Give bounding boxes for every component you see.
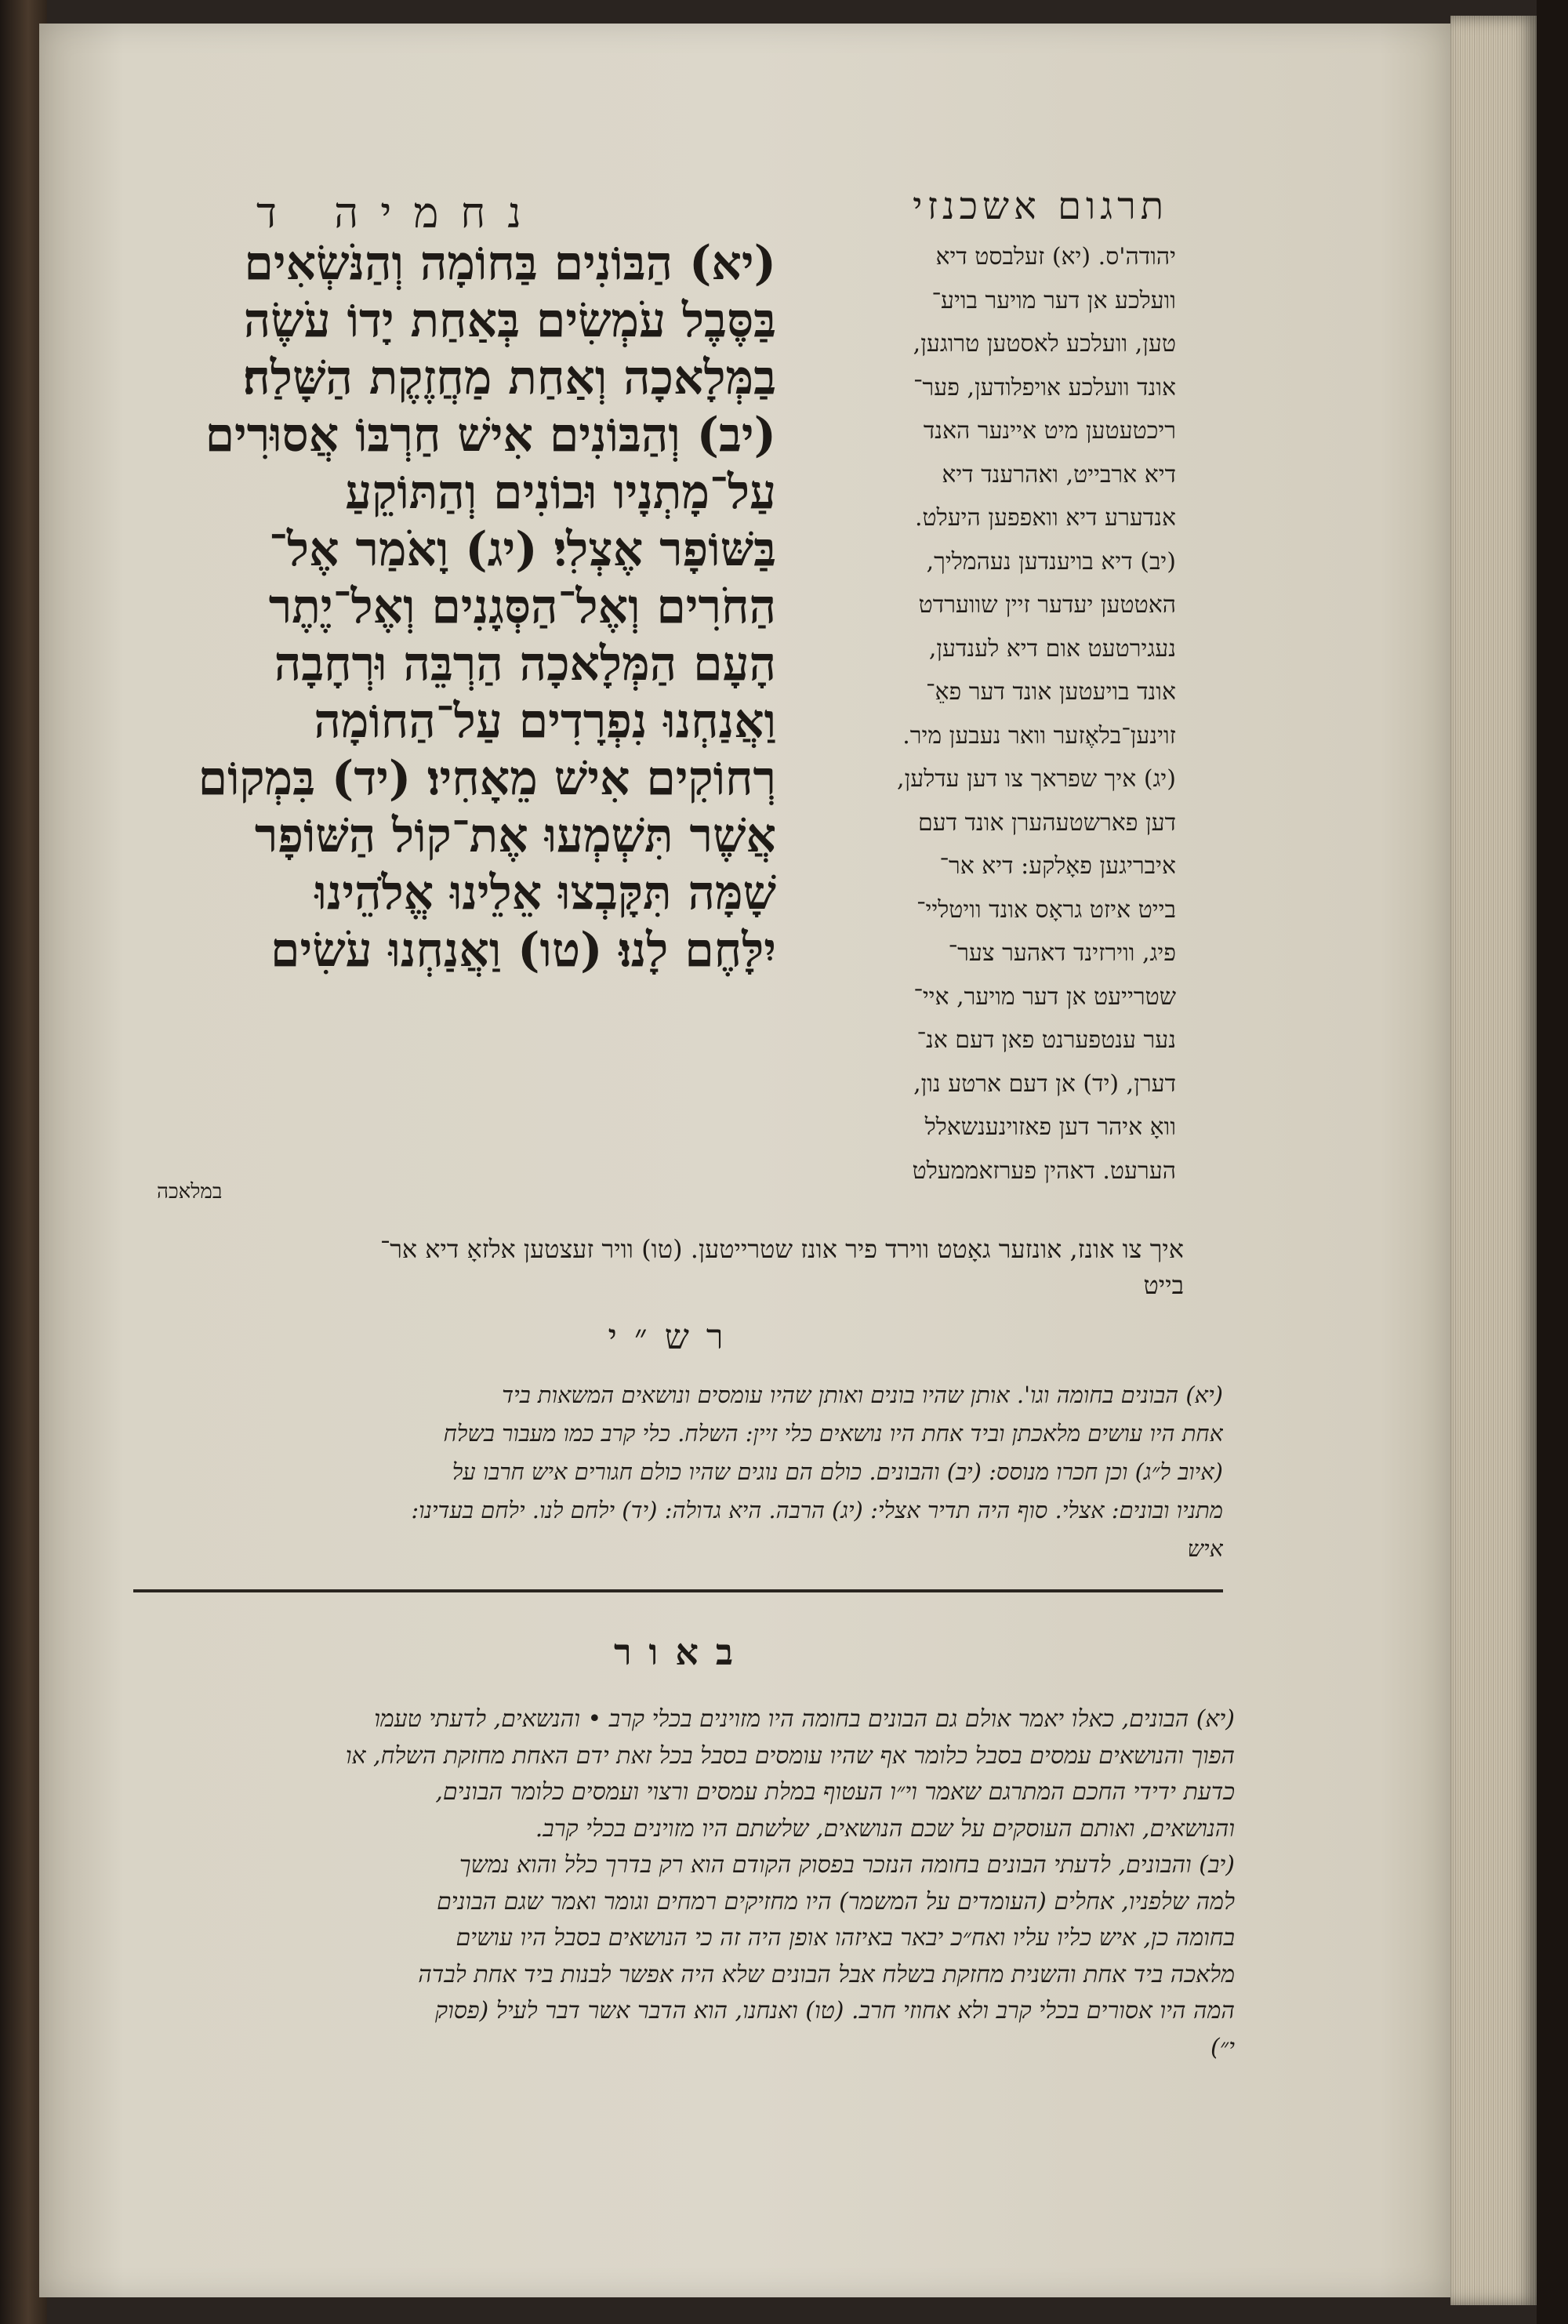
rashi-line: (איוב ל״ג) וכן חכרו מנוסס: (יב) והבונים. כולם הם נוגים שהיו כולם חגורים איש חרבו על	[452, 1458, 1223, 1485]
targum-line: אונד בויעטען אונד דער פאֵ־	[926, 678, 1176, 706]
targum-line: זוינען־בלאֶזער וואר נעבען מיר.	[902, 721, 1176, 750]
biur-line: המה היו אסורים בכלי קרב ולא אחוזי חרב. (טו) ואנחנו, הוא הדבר אשר דבר לעיל (פסוק	[435, 1997, 1235, 2024]
biur-line: (יא) הבונים, כאלו יאמר אולם גם הבונים בחומה היו מזוינים בכלי קרב • והנשאים, לדעתי טעמו	[374, 1705, 1235, 1733]
targum-line: דיא ארבייט, ואהרענד דיא	[942, 460, 1176, 488]
targum-line: ריכטעטען מיט איינער האנד	[923, 417, 1176, 445]
verse-line: בַמְּלָאכָה וְאַחַת מַחֲזֶקֶת הַשָּׁלַח׃	[242, 350, 776, 405]
rashi-line: איש	[1187, 1535, 1223, 1562]
targum-line: טען, וועלכע לאסטען טרוגען,	[913, 330, 1176, 358]
targum-line: בייט איזט גראָס אונד וויטליי־	[916, 895, 1176, 924]
targum-line: איבריגען פאָלקע: דיא אר־	[939, 852, 1176, 880]
targum-line: איך צו אונז, אונזער גאָטט ווירד פיר אונז שטרייטען. (טו) וויר זעצטען אלזאָ דיא אר־	[379, 1234, 1184, 1264]
verse-line: (יב) וְהַבּוֹנִים אִישׁ חַרְבּוֹ אֲסוּרִים	[205, 408, 776, 463]
biur-line: והנושאים, ואותם העוסקים על שכם הנושאים, שלשתם היו מזוינים בכלי קרב.	[535, 1814, 1235, 1843]
verse-line: (יא) הַבּוֹנִים בַּחוֹמָה וְהַנֹּשְׂאִים	[244, 236, 776, 291]
targum-line: נעגירטעט אום דיא לענדען,	[928, 634, 1176, 663]
targum-line: בייט	[1143, 1270, 1184, 1300]
targum-line: הערעט. דאהין פערזאממעלט	[912, 1157, 1176, 1185]
biur-line: למה שלפניו, אחלים (העומדים על המשמר) היו מחזיקים רמחים וגומר ואמר שגם הבונים	[437, 1887, 1235, 1915]
rashi-heading: רש״י	[608, 1317, 741, 1357]
targum-line: יהודה'ס. (יא) זעלבסט דיא	[935, 243, 1176, 271]
page-fore-edge	[1450, 16, 1537, 2305]
verse-line: אֲשֶׁר תִּשְׁמְעוּ אֶת־קוֹל הַשּׁוֹפָר	[254, 808, 776, 863]
biur-line: מלאכה ביד אחת והשנית מחזקת בשלח אבל הבונים שלא היה אפשר לבנות ביד אחת לבדה	[418, 1960, 1235, 1988]
targum-column	[800, 235, 1176, 1193]
verse-line: הַחֹרִים וְאֶל־הַסְּגָנִים וְאֶל־יֶתֶר	[268, 579, 776, 634]
targum-column-title: תרגום אשכנזי	[912, 184, 1168, 228]
targum-continuation	[118, 1231, 1184, 1303]
targum-line: האטטען יעדער זיין שווערדט	[918, 591, 1176, 619]
biur-commentary	[137, 1701, 1235, 2066]
book-running-head: נחמיה ד	[256, 188, 543, 238]
targum-line: דען פארשטעהערן אונד דעם	[917, 808, 1176, 837]
rashi-line: אחת היו עושים מלאכתן וביד אחת היו נושאים כלי זיין: השלח. כלי קרב כמו מעבור בשלח	[443, 1420, 1223, 1447]
targum-line: פיג, ווירזינד דאהער צער־	[948, 939, 1176, 967]
biur-line: כדעת ידידי החכם המתרגם שאמר וי״ו העטוף במלת עמסים ורצוי ועמסים כלומר הבונים,	[435, 1778, 1235, 1806]
verse-line: הָעָם הַמְּלָאכָה הַרְבֵּה וּרְחָבָה	[274, 637, 776, 692]
rashi-line: מתניו ובונים: אצלי. סוף היה תדיר אצלי: (יג) הרבה. היא גדולה: (יד) ילחם לנו. ילחם בעדינו:	[411, 1497, 1223, 1523]
targum-line: דערן, (יד) אן דעם ארטע נון,	[913, 1069, 1176, 1098]
targum-line: אונד וועלכע אויפלודען, פער־	[913, 373, 1176, 401]
verse-line: שָׁמָּה תִּקָּבְצוּ אֵלֵינוּ אֱלֹהֵינוּ	[314, 866, 776, 921]
targum-line: (יב) דיא בויענדען נעהמליך,	[926, 547, 1176, 576]
verse-line: בַּסֶּבֶל עֹמְשִׂים בְּאַחַת יָדוֹ עֹשֶׂה	[243, 293, 776, 348]
verse-line: בַּשּׁוֹפָר אֶצְלִי׃ (יג) וָאֹמַר אֶל־	[269, 522, 776, 577]
verse-line: יִלָּחֶם לָנוּ׃ (טו) וַאֲנַחְנוּ עֹשִׂים	[270, 923, 776, 978]
biur-line: (יב) והבונים, לדעתי הבונים בחומה הנזכר בפסוק הקודם הוא רק בדרך כלל והוא נמשך	[459, 1851, 1235, 1879]
catchword: במלאכה	[157, 1180, 223, 1204]
targum-line: (יג) איך שפראך צו דען עדלען,	[897, 765, 1176, 793]
biur-line: הפוך והנושאים עמסים בסבל כלומר אף שהיו עומסים בסבל בכל זאת ידם האחת מחזקת השלח, או	[345, 1741, 1235, 1770]
biur-line: י״)	[1210, 2033, 1235, 2061]
targum-line: וואָ איהר דען פאזוינענשאלל	[924, 1113, 1176, 1141]
rashi-line: (יא) הבונים בחומה וגו'. אותן שהיו בונים ואותן שהיו עומסים ונושאים המשאות ביד	[502, 1382, 1223, 1408]
verse-line: וַאֲנַחְנוּ נִפְרָדִים עַל־הַחוֹמָה	[314, 694, 776, 749]
background-edge	[1537, 0, 1568, 2324]
verse-line: רְחוֹקִים אִישׁ מֵאָחִיו׃ (יד) בִּמְקוֹם	[198, 751, 776, 806]
section-divider	[133, 1589, 1223, 1592]
targum-line: אנדערע דיא וואפפען היעלט.	[915, 504, 1176, 532]
targum-line: נער ענטפערנט פאן דעם אנ־	[916, 1026, 1176, 1054]
biur-heading: באור	[613, 1631, 751, 1673]
biur-line: בחומה כן, איש כליו עליו ואח״כ יבאר באיזהו אופן היה זה כי הנושאים בסבל היו עושים	[456, 1924, 1235, 1952]
rashi-commentary	[125, 1376, 1223, 1568]
targum-line: שטרייעט אן דער מויער, איי־	[913, 982, 1176, 1011]
targum-line: וועלכע אן דער מויער בויע־	[931, 286, 1176, 314]
verse-line: עַל־מָתְנָיו וּבוֹנִים וְהַתּוֹקֵעַ	[345, 465, 776, 520]
biblical-text-column	[102, 235, 776, 979]
